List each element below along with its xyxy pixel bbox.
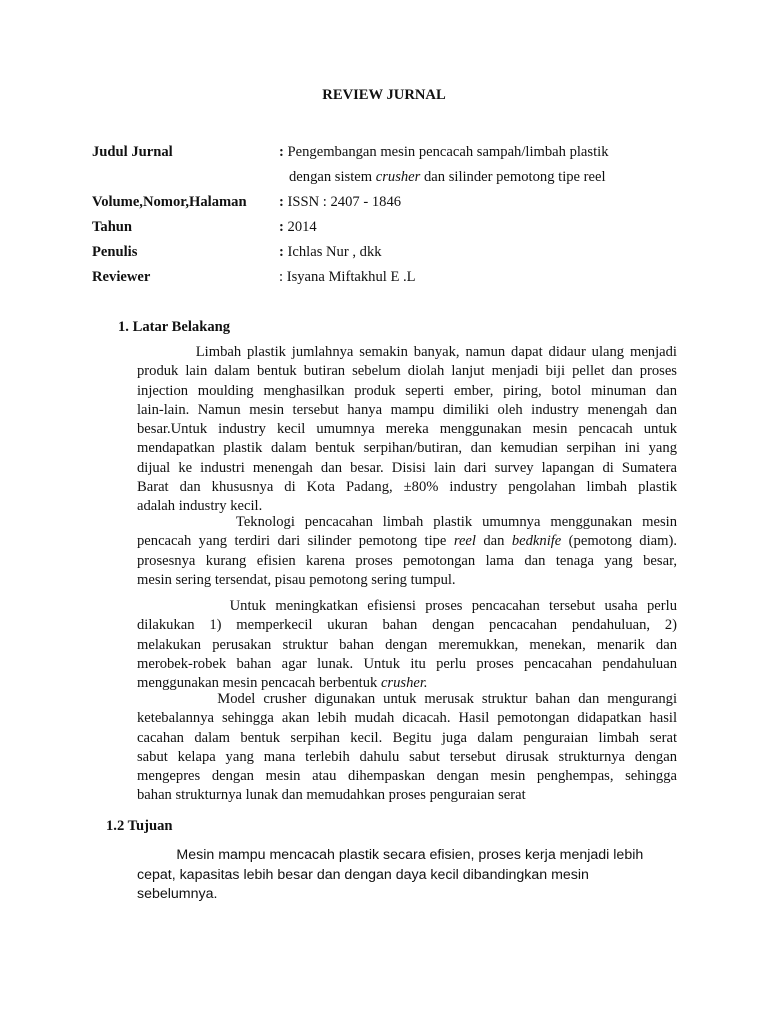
volume-value [279, 194, 401, 211]
penulis-value-text: Ichlas Nur , dkk [283, 244, 382, 260]
paragraph-line: sebelumnya. [137, 886, 218, 902]
paragraph-line: produk lain dalam bentuk butiran sebelum diolah lanjut menjadi biji pellet dan proses [137, 363, 677, 380]
penulis-value [279, 244, 382, 261]
section-heading-latar-belakang: 1. Latar Belakang [118, 319, 231, 335]
judul-line2-text-a: dengan sistem [289, 169, 376, 185]
judul-line2-text-b: dan silinder pemotong tipe reel [420, 169, 606, 185]
paragraph-line: Teknologi pencacahan limbah plastik umumnya menggunakan mesin [137, 514, 677, 530]
volume-label: Volume,Nomor,Halaman [92, 194, 247, 210]
paragraph-line: cacahan dalam bentuk serpihan kecil. Begitu juga dalam penguraian limbah serat [137, 729, 677, 746]
paragraph-2 [137, 513, 677, 590]
paragraph-tujuan [137, 846, 677, 905]
tahun-label: Tahun [92, 219, 133, 235]
paragraph-line: cepat, kapasitas lebih besar dan dengan daya kecil dibandingkan mesin [137, 866, 589, 883]
paragraph-line: adalah industry kecil. [137, 498, 263, 515]
paragraph-3 [137, 597, 677, 693]
reviewer-value: : Isyana Miftakhul E .L [279, 269, 416, 285]
paragraph-line: besar.Untuk industry kecil umumnya mereka menggunakan mesin pencacah untuk [137, 421, 677, 438]
paragraph-line: Barat dan khususnya di Kota Padang, ±80% industry pengolahan limbah plastik [137, 479, 677, 496]
italic-run: crusher. [380, 675, 428, 692]
penulis-label: Penulis [92, 244, 138, 260]
volume-colon: : [279, 194, 284, 210]
reviewer-label: Reviewer [92, 269, 151, 285]
paragraph-line: Model crusher digunakan untuk merusak struktur bahan dan mengurangi [137, 691, 677, 707]
paragraph-line: mesin sering tersendat, pisau pemotong sering tumpul. [137, 571, 456, 588]
judul-label: Judul Jurnal [92, 144, 173, 160]
meta-row-tahun [92, 219, 692, 239]
judul-value-line1: Pengembangan mesin pencacah sampah/limbah plastik [283, 144, 609, 160]
tahun-value-text: 2014 [283, 219, 317, 235]
paragraph-line: dijual ke industri menengah dan besar. Disisi lain dari survey lapangan di Sumatera [137, 459, 677, 476]
tahun-value [279, 219, 317, 236]
paragraph-line: Limbah plastik jumlahnya semakin banyak, namun dapat didaur ulang menjadi [137, 344, 677, 360]
paragraph-line [137, 532, 677, 551]
text-run: menggunakan mesin pencacah berbentuk [137, 675, 381, 692]
volume-value-text: ISSN : 2407 - 1846 [283, 194, 402, 210]
paragraph-line: Untuk meningkatkan efisiensi proses pencacahan tersebut usaha perlu [137, 598, 677, 614]
meta-row-volume [92, 194, 692, 214]
text-run: pencacah yang terdiri dari silinder pemotong tipe [137, 533, 454, 550]
italic-run: reel [453, 533, 476, 550]
tahun-colon: : [279, 219, 284, 235]
paragraph-line: injection moulding menghasilkan produk seperti ember, piring, botol minuman dan [137, 382, 677, 399]
judul-value [279, 144, 609, 161]
italic-run: bedknife [511, 533, 562, 550]
judul-line2-italic: crusher [375, 169, 421, 185]
judul-colon: : [279, 144, 284, 160]
text-run: dan [475, 533, 512, 550]
paragraph-4 [137, 690, 677, 806]
text-run: (pemotong diam). [561, 533, 677, 550]
document-title: REVIEW JURNAL [322, 87, 446, 103]
section-heading-tujuan: 1.2 Tujuan [106, 818, 173, 834]
paragraph-line: mengepres dengan mesin atau dihempaskan dengan mesin penghempas, sehingga [137, 768, 677, 785]
paragraph-line: Mesin mampu mencacah plastik secara efisien, proses kerja menjadi lebih [137, 847, 644, 863]
paragraph-line: bahan strukturnya lunak dan memudahkan proses penguraian serat [137, 787, 526, 804]
paragraph-line: mendapatkan plastik dalam bentuk serpihan/butiran, dan kemudian serpihan ini yang [137, 440, 677, 457]
judul-value-line2 [289, 169, 606, 186]
paragraph-line: merobek-robek bahan agar lunak. Untuk itu perlu proses pencacahan pendahuluan [137, 655, 677, 672]
meta-row-reviewer [92, 269, 692, 289]
paragraph-line: dilakukan 1) memperkecil ukuran bahan dengan pencacahan pendahuluan, 2) [137, 617, 677, 634]
penulis-colon: : [279, 244, 284, 260]
meta-row-judul [92, 144, 692, 164]
meta-row-penulis [92, 244, 692, 264]
paragraph-line: lain-lain. Namun mesin tersebut hanya mampu dimiliki oleh industry menengah dan [137, 401, 677, 418]
meta-row-judul-cont [92, 169, 692, 189]
paragraph-line: melakukan perusakan struktur bahan dengan meremukkan, menekan, menarik dan [137, 636, 677, 653]
paragraph-1 [137, 343, 677, 517]
paragraph-line: ketebalannya sehingga akan lebih mudah dicacah. Hasil pemotongan didapatkan hasil [137, 710, 677, 727]
paragraph-line: sabut kelapa yang mana terlebih dahulu sabut tersebut dirusak strukturnya dengan [137, 748, 677, 765]
paragraph-line: prosesnya kurang efisien karena proses pemotongan lama dan tenaga yang besar, [137, 552, 677, 569]
